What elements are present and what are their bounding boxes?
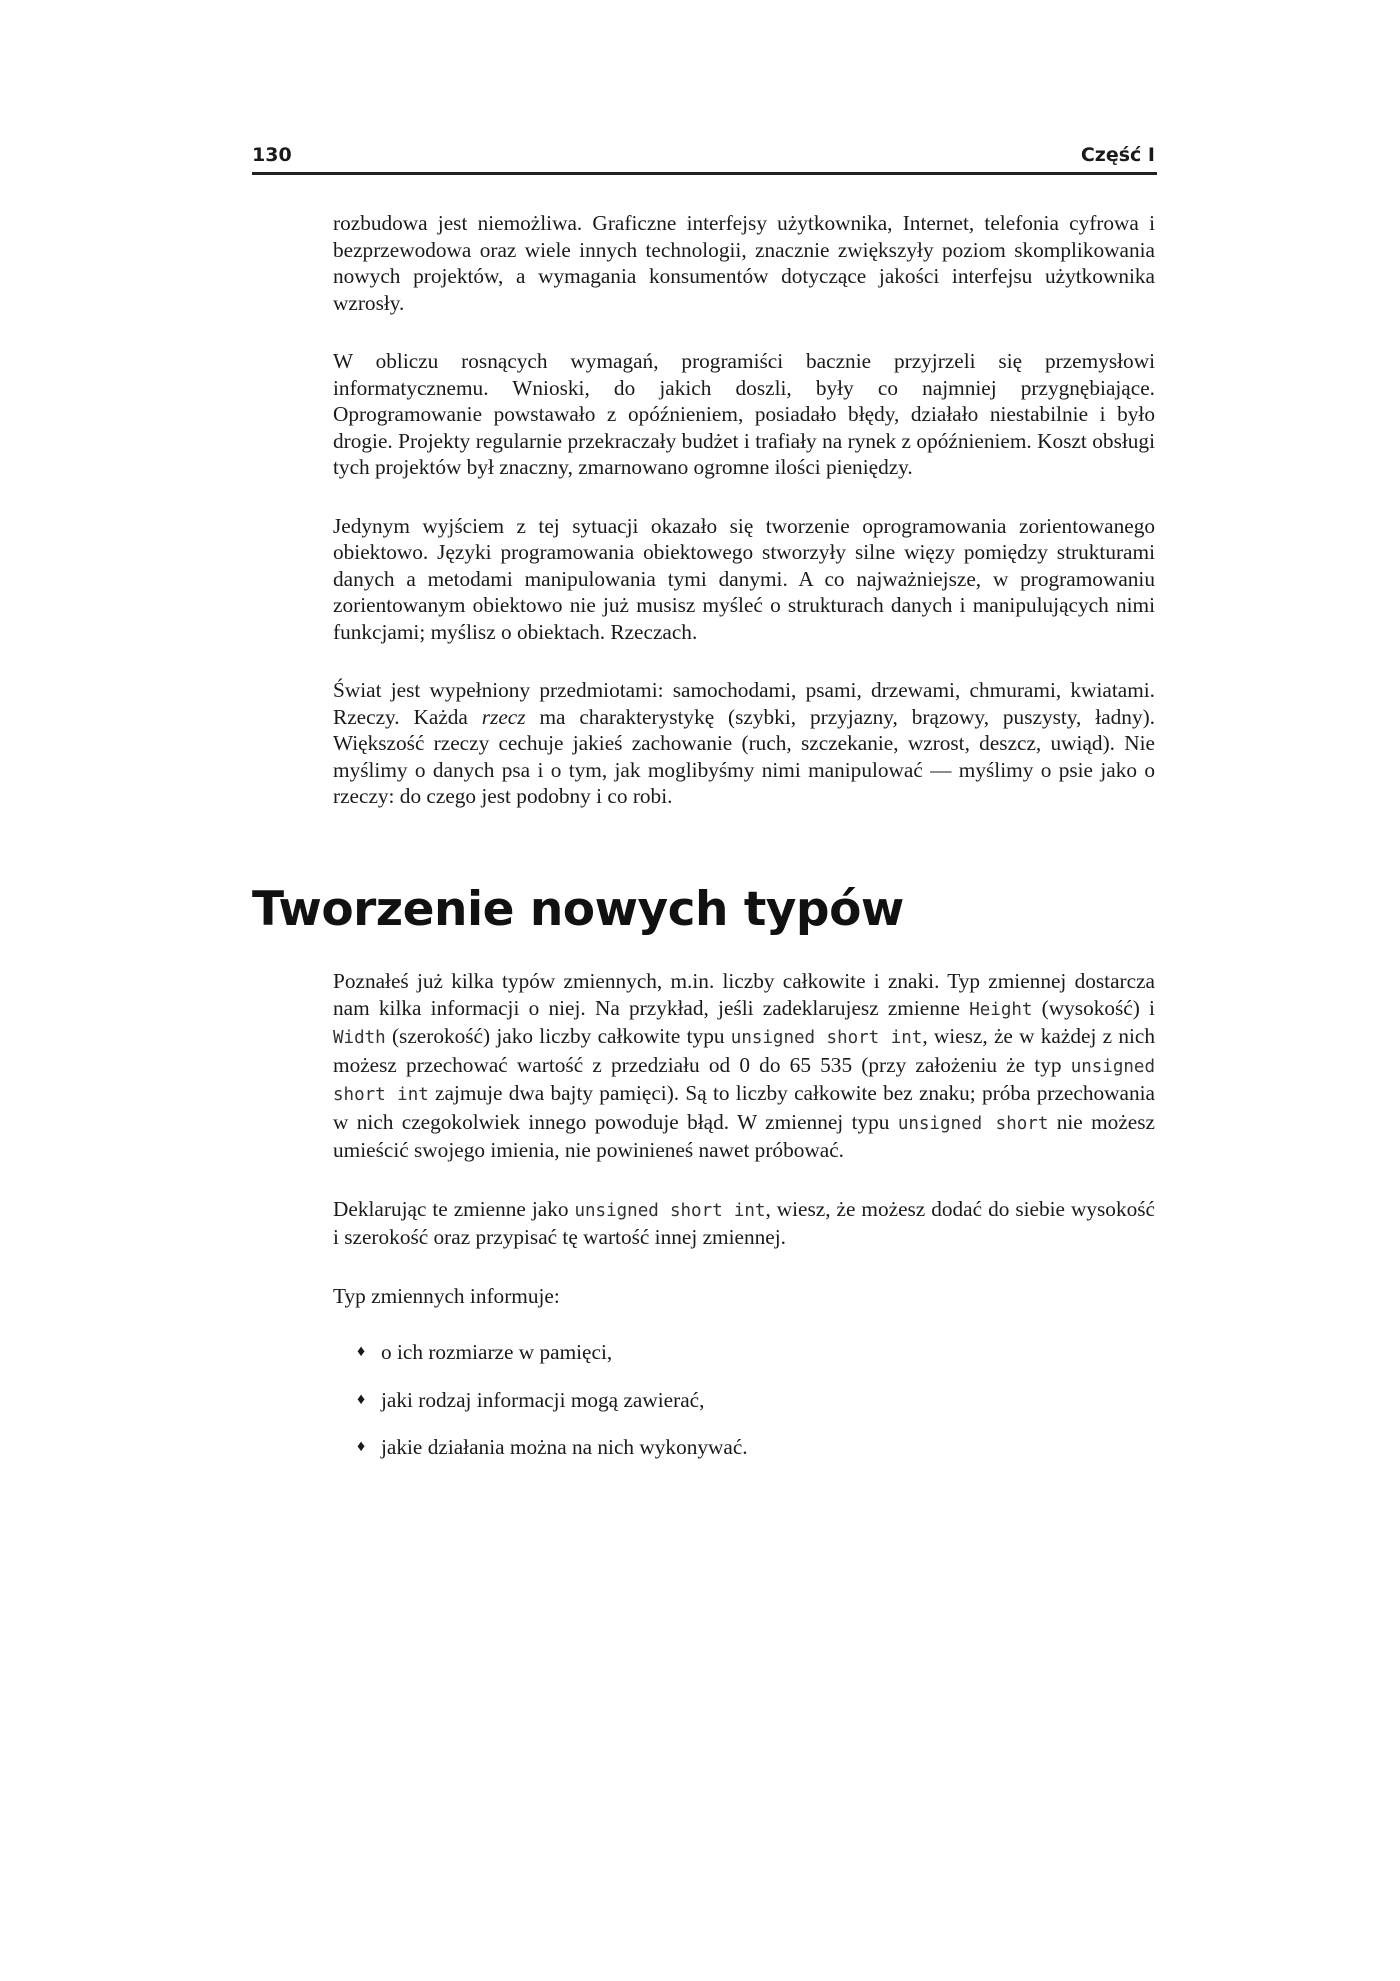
text-run: , wiesz, że w każdej z nich możesz przechować wartość z przedziału od 0 do 65 535 (przy założeniu że typ xyxy=(333,1024,1156,1077)
paragraph: rozbudowa jest niemożliwa. Graficzne interfejsy użytkownika, Internet, telefonia cyfrowa i bezprzewodowa oraz wiele innych technologii, znacznie zwiększyły poziom skomplikowania nowych projektów, a wymagania konsumentów dotyczące jakości interfejsu użytkownika wzrosły. xyxy=(333,211,1155,315)
running-header xyxy=(252,142,1157,175)
text-run: nie możesz umieścić swojego imienia, nie powinieneś nawet próbować. xyxy=(333,1109,1155,1162)
code-term: unsigned short int xyxy=(333,1056,1155,1105)
text-run: Deklarując te zmienne jako xyxy=(333,1196,575,1221)
page-number: 130 xyxy=(252,144,292,166)
text-run: zajmuje dwa bajty pamięci). Są to liczby całkowite bez znaku; próba przechowania w nich czegokolwiek innego powoduje błąd. W zmiennej typu xyxy=(333,1081,1155,1134)
paragraph xyxy=(333,1196,1155,1251)
bullet-list xyxy=(333,1339,1155,1461)
text-run: Świat jest wypełniony przedmiotami: samochodami, psami, drzewami, chmurami, kwiatami. Rzeczy. Każda xyxy=(333,678,1155,729)
code-term: unsigned short int xyxy=(574,1200,766,1221)
section-heading: Tworzenie nowych typów xyxy=(252,882,904,937)
text-run: ma charakterystykę (szybki, przyjazny, brązowy, puszysty, ładny). Większość rzeczy cechuje jakieś zachowanie (ruch, szczekanie, wzrost, deszcz, uwiąd). Nie myślimy o danych psa i o tym, jak moglibyśmy nimi manipulować — myślimy o psie jako o rzeczy: do czego jest podobny i co robi. xyxy=(333,704,1156,808)
text-run: (wysokość) i xyxy=(1032,995,1155,1020)
list-item: ♦ o ich rozmiarze w pamięci, xyxy=(357,1340,613,1364)
diamond-bullet-icon: ♦ xyxy=(357,1438,366,1455)
paragraph: W obliczu rosnących wymagań, programiści bacznie przyjrzeli się przemysłowi informatycznemu. Wnioski, do jakich doszli, były co najmniej przygnębiające. Oprogramowanie powstawało z opóźnieniem, posiadało błędy, działało niestabilnie i było drogie. Projekty regularnie przekraczały budżet i trafiały na rynek z opóźnieniem. Koszt obsługi tych projektów był znaczny, zmarnowano ogromne ilości pieniędzy. xyxy=(333,349,1155,479)
diamond-bullet-icon: ♦ xyxy=(357,1390,366,1408)
list-item: ♦ jakie działania można na nich wykonywać. xyxy=(357,1435,748,1459)
paragraph xyxy=(333,677,1155,810)
text-run: (szerokość) jako liczby całkowite typu xyxy=(385,1024,731,1048)
paragraph xyxy=(333,968,1155,1164)
code-term: Width xyxy=(333,1028,386,1048)
text-run: Poznałeś już kilka typów zmiennych, m.in. liczby całkowite i znaki. Typ zmiennej dostarcza nam kilka informacji o niej. Na przykład, jeśli zadeklarujesz zmienne xyxy=(333,969,1155,1020)
code-term: Height xyxy=(969,999,1033,1020)
code-term: unsigned short xyxy=(897,1113,1049,1134)
part-label: Część I xyxy=(1080,144,1155,166)
intro-text xyxy=(333,210,1155,810)
section-text xyxy=(333,968,1155,1482)
paragraph: Typ zmiennych informuje: xyxy=(333,1283,560,1308)
code-term: unsigned short int xyxy=(730,1028,923,1048)
text-run: , wiesz, że możesz dodać do siebie wysokość i szerokość oraz przypisać tę wartość innej zmiennej. xyxy=(333,1196,1155,1249)
italic-term: rzecz xyxy=(481,704,526,729)
diamond-bullet-icon: ♦ xyxy=(357,1343,366,1360)
list-item: ♦ jaki rodzaj informacji mogą zawierać, xyxy=(357,1387,705,1412)
paragraph: Jedynym wyjściem z tej sytuacji okazało się tworzenie oprogramowania zorientowanego obiektowo. Języki programowania obiektowego stworzyły silne więzy pomiędzy strukturami danych a metodami manipulowania tymi danymi. A co najważniejsze, w programowaniu zorientowanym obiektowo nie już musisz myśleć o strukturach danych i manipulujących nimi funkcjami; myślisz o obiektach. Rzeczach. xyxy=(333,513,1155,644)
